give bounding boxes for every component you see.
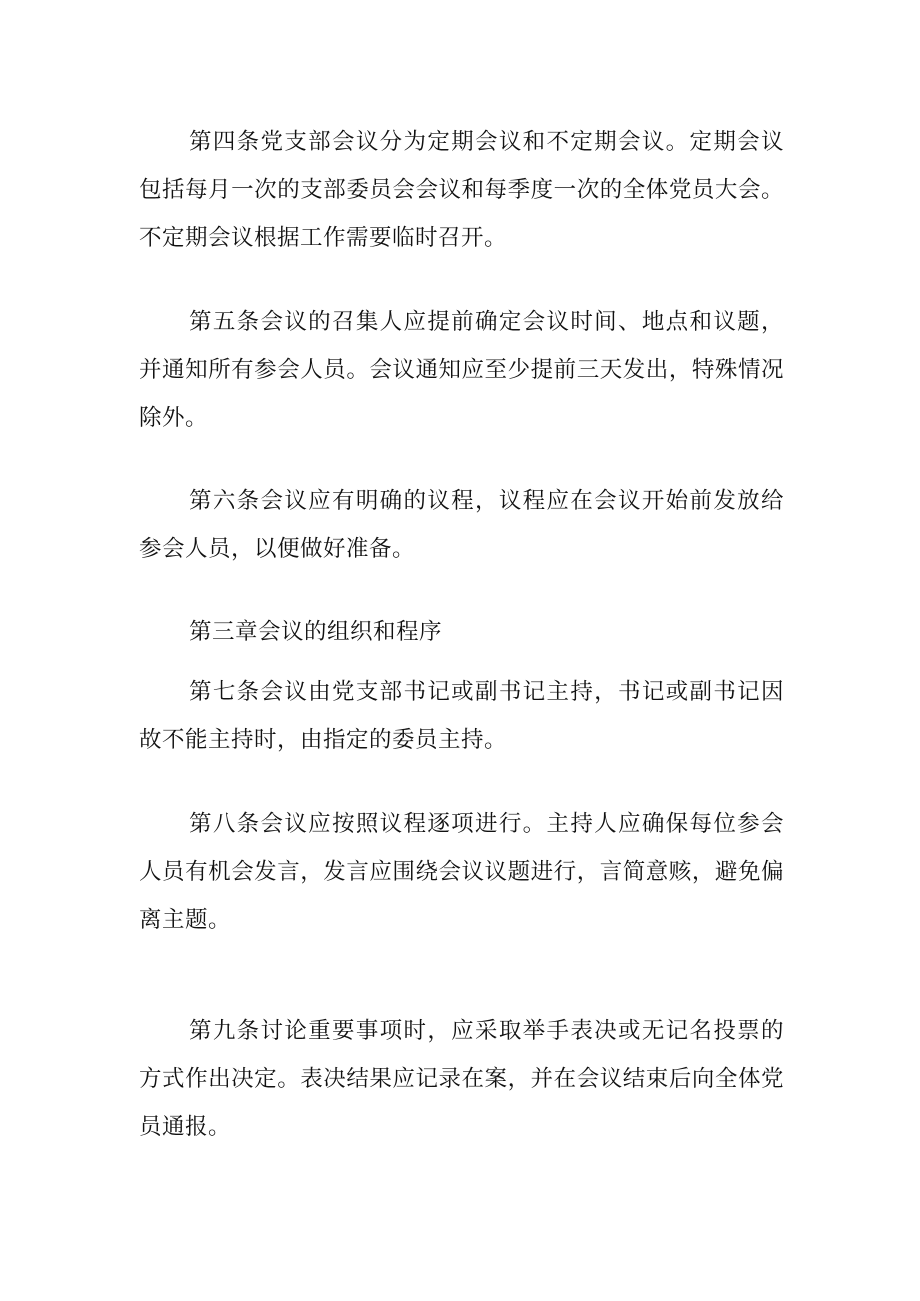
- article-8-paragraph: 第八条会议应按照议程逐项进行。主持人应确保每位参会人员有机会发言，发言应围绕会议议题进行，言简意赅，避免偏离主题。: [139, 811, 784, 933]
- chapter-3-heading: 第三章会议的组织和程序: [189, 619, 443, 645]
- article-7-paragraph: 第七条会议由党支部书记或副书记主持，书记或副书记因故不能主持时，由指定的委员主持。: [139, 679, 784, 753]
- article-4-paragraph: 第四条党支部会议分为定期会议和不定期会议。定期会议包括每月一次的支部委员会会议和每季度一次的全体党员大会。不定期会议根据工作需要临时召开。: [139, 129, 784, 251]
- article-9-paragraph: 第九条讨论重要事项时，应采取举手表决或无记名投票的方式作出决定。表决结果应记录在案，并在会议结束后向全体党员通报。: [139, 1018, 784, 1140]
- article-6-paragraph: 第六条会议应有明确的议程，议程应在会议开始前发放给参会人员，以便做好准备。: [139, 488, 784, 562]
- article-5-paragraph: 第五条会议的召集人应提前确定会议时间、地点和议题，并通知所有参会人员。会议通知应至少提前三天发出，特殊情况除外。: [139, 309, 784, 431]
